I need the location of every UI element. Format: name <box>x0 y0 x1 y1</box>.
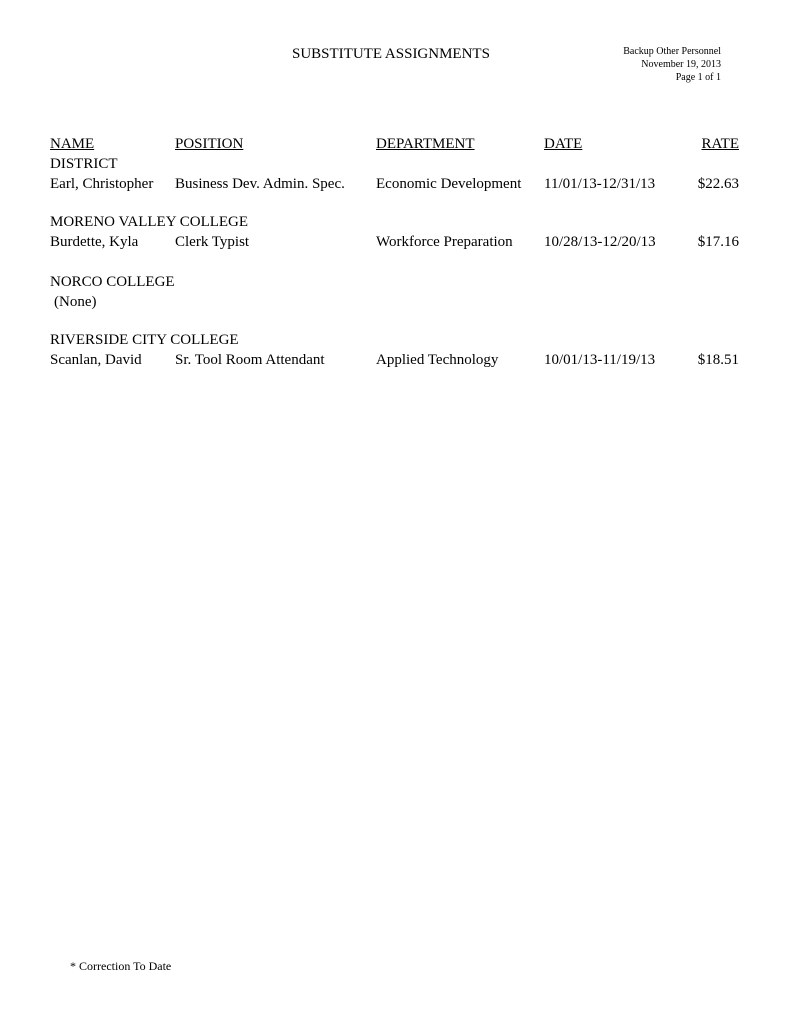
column-header-department: DEPARTMENT <box>376 136 475 152</box>
column-header-name: NAME <box>50 136 95 152</box>
column-header-row <box>0 136 791 156</box>
cell-name: Burdette, Kyla <box>50 234 139 250</box>
cell-name: Scanlan, David <box>50 352 142 368</box>
cell-position: Clerk Typist <box>175 234 250 250</box>
cell-date: 10/28/13-12/20/13 <box>544 234 656 250</box>
footnote: * Correction To Date <box>70 959 172 973</box>
cell-position: Business Dev. Admin. Spec. <box>175 176 345 192</box>
page-title: SUBSTITUTE ASSIGNMENTS <box>292 46 490 62</box>
cell-department: Economic Development <box>376 176 522 192</box>
column-header-position: POSITION <box>175 136 244 152</box>
meta-page: Page 1 of 1 <box>675 72 721 83</box>
section-title: DISTRICT <box>50 156 118 172</box>
cell-date: 11/01/13-12/31/13 <box>544 176 656 192</box>
section-title: NORCO COLLEGE <box>50 274 175 290</box>
document-meta <box>623 45 721 84</box>
table-row <box>0 234 791 254</box>
cell-rate: $18.51 <box>697 352 739 368</box>
section-title: RIVERSIDE CITY COLLEGE <box>50 332 239 348</box>
cell-name: Earl, Christopher <box>50 176 154 192</box>
cell-rate: $17.16 <box>697 234 739 250</box>
table-row <box>0 352 791 372</box>
none-placeholder: (None) <box>54 294 97 310</box>
table-row <box>0 176 791 196</box>
section-title: MORENO VALLEY COLLEGE <box>50 214 249 230</box>
cell-date: 10/01/13-11/19/13 <box>544 352 656 368</box>
meta-date: November 19, 2013 <box>641 59 721 70</box>
cell-department: Workforce Preparation <box>376 234 513 250</box>
meta-category: Backup Other Personnel <box>623 46 721 57</box>
cell-department: Applied Technology <box>376 352 499 368</box>
cell-rate: $22.63 <box>697 176 739 192</box>
column-header-date: DATE <box>544 136 583 152</box>
cell-position: Sr. Tool Room Attendant <box>175 352 325 368</box>
column-header-rate: RATE <box>701 136 739 152</box>
